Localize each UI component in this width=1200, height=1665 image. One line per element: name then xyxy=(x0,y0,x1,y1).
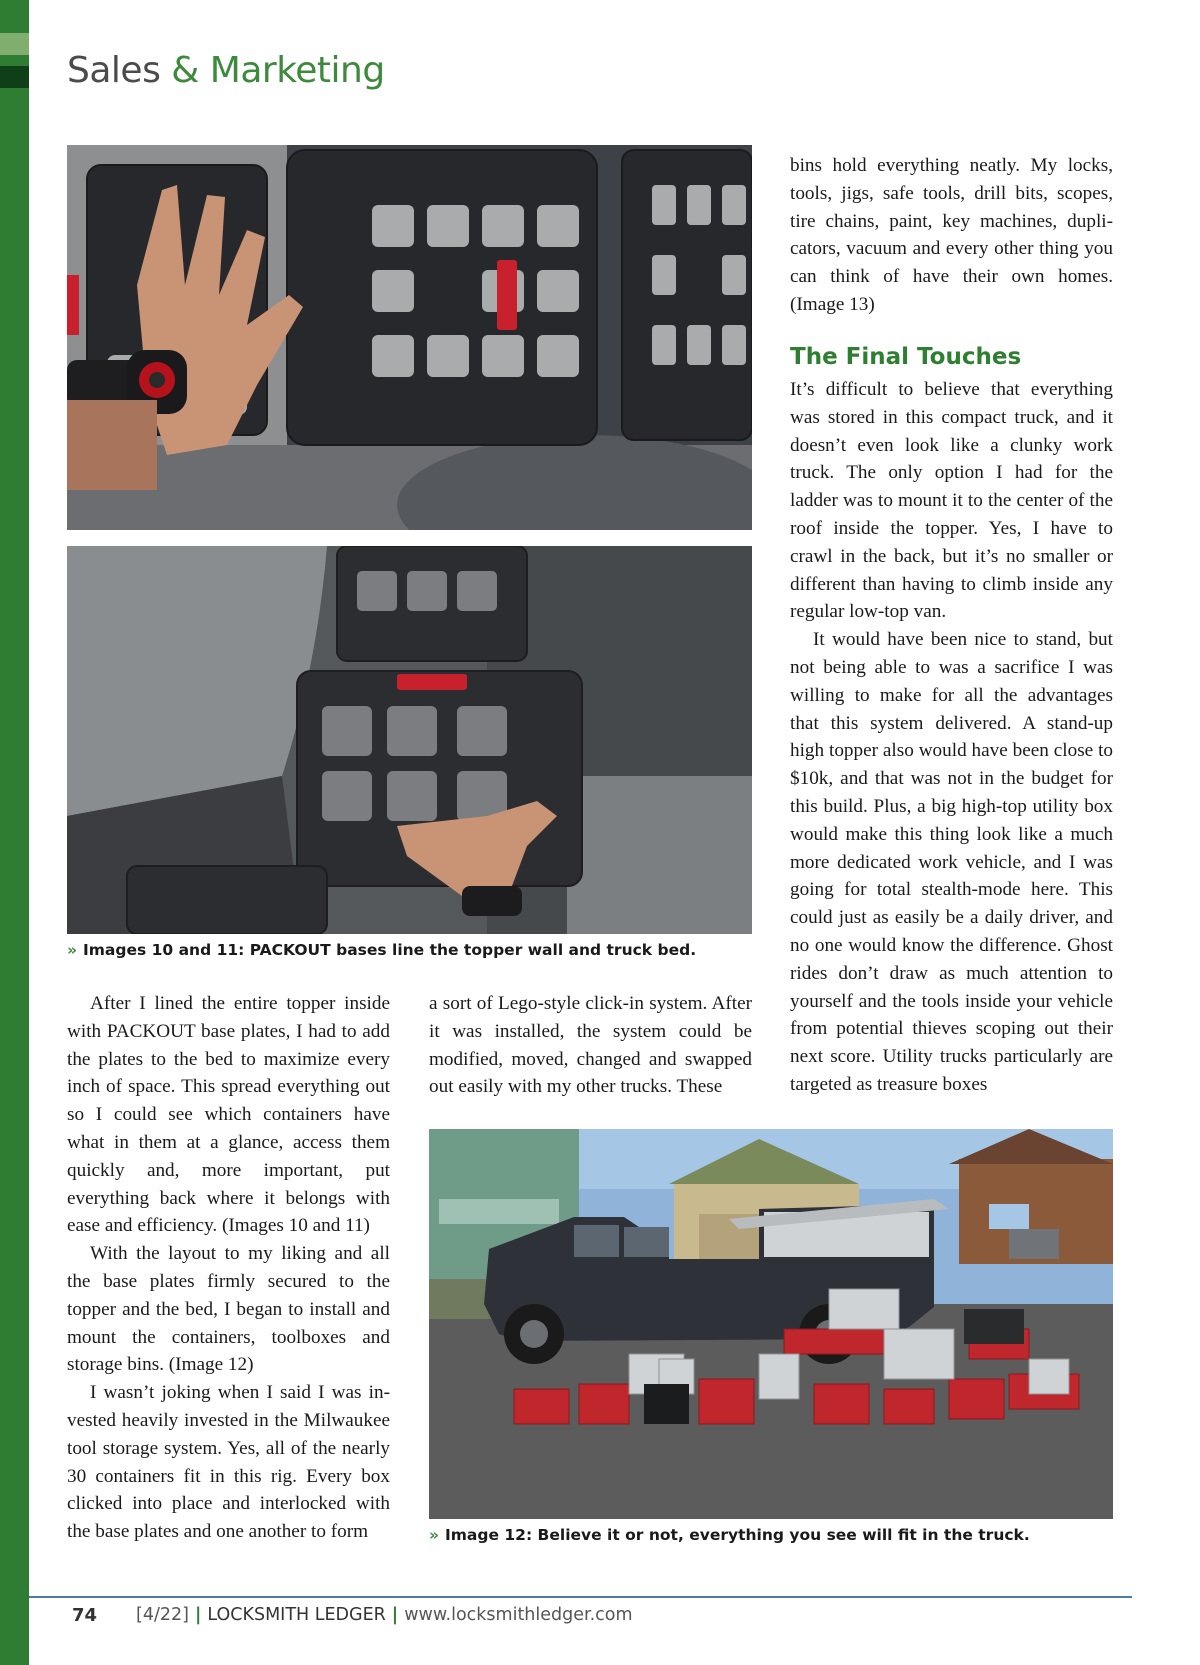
footer-website[interactable]: www.locksmithledger.com xyxy=(404,1605,633,1625)
caption-chevron-icon: » xyxy=(67,941,78,959)
body-paragraph: bins hold everything neatly. My locks, tools, jigs, safe tools, drill bits, scopes, tire chains, paint, key machines, duplicators, vacuum and every other thing you can think of have their own homes. (Image 13) xyxy=(790,155,1113,315)
caption-text: Image 12: Believe it or not, everything you see will fit in the truck. xyxy=(445,1526,1030,1544)
caption-chevron-icon: » xyxy=(429,1526,440,1544)
body-paragraph: After I lined the entire topper inside with PACKOUT base plates, I had to add the plates to the bed to maximize every inch of space. This spread everything out so I could see which containers have what in them at a glance, access them quickly and, more important, put everything back where it belongs with ease and efficiency. (Images 10 and 11) xyxy=(67,993,390,1237)
footer-divider: | xyxy=(391,1605,399,1625)
photo-truck-bed-image xyxy=(67,546,752,934)
photo-truck-bed xyxy=(67,546,752,934)
sidebar-bar xyxy=(0,0,29,1665)
caption-text: Images 10 and 11: PACKOUT bases line the topper wall and truck bed. xyxy=(83,941,697,959)
body-paragraph: a sort of Lego-style click-in system. After it was installed, the system could be modified, moved, changed and swapped out easily with my other trucks. These xyxy=(429,993,752,1098)
photo-topper-wall-image xyxy=(67,145,752,530)
body-column-right xyxy=(790,376,1113,1099)
photo-truck-containers-image xyxy=(429,1129,1113,1519)
body-paragraph: I wasn’t joking when I said I was invested heavily invested in the Milwaukee tool storage system. Yes, all of the nearly 30 containers fit in this rig. Every box clicked into place and interlocked with the base plates and one another to form xyxy=(67,1382,390,1543)
caption-images-10-11 xyxy=(67,941,696,959)
body-column-right-top xyxy=(790,152,1113,319)
footer-issue: [4/22] xyxy=(136,1605,189,1625)
section-tab-light xyxy=(0,33,29,55)
body-paragraph: It would have been nice to stand, but not being able to was a sacrifice I was willing to make for all the advantages that this system delivered. A stand-up high topper also would have been close to $10k, and that was not in the budget for this build. Plus, a big high-top utility box would make this thing look like a much more dedicated work vehicle, and I was going for total stealth-mode here. This could just as easily be a daily driver, and no one would know the difference. Ghost rides don’t draw as much attention to yourself and the tools inside your vehicle from potential thieves scoping out their next score. Utility trucks particularly are targeted as treasure boxes xyxy=(790,629,1113,1095)
section-tab-dark xyxy=(0,66,29,88)
subhead-final-touches: The Final Touches xyxy=(790,344,1022,370)
body-column-left xyxy=(67,990,390,1546)
section-title-part1: Sales xyxy=(67,50,161,91)
footer-line xyxy=(136,1605,633,1625)
section-title xyxy=(67,50,385,91)
body-paragraph: With the layout to my liking and all the base plates firmly secured to the topper and the bed, I began to install and mount the containers, toolboxes and storage bins. (Image 12) xyxy=(67,1243,390,1376)
section-title-part2: & Marketing xyxy=(171,50,385,91)
footer-divider: | xyxy=(194,1605,202,1625)
caption-image-12 xyxy=(429,1526,1030,1544)
photo-truck-containers xyxy=(429,1129,1113,1519)
photo-topper-wall xyxy=(67,145,752,530)
footer-publication: LOCKSMITH LEDGER xyxy=(207,1605,386,1625)
footer-rule xyxy=(29,1596,1132,1598)
page-number: 74 xyxy=(72,1605,98,1626)
body-column-middle xyxy=(429,990,752,1101)
body-paragraph: It’s difficult to believe that everything was stored in this compact truck, and it doesn’t even look like a clunky work truck. The only option I had for the ladder was to mount it to the center of the roof inside the topper. Yes, I have to crawl in the back, but it’s no smaller or different than having to climb inside any regular low-top van. xyxy=(790,379,1113,623)
